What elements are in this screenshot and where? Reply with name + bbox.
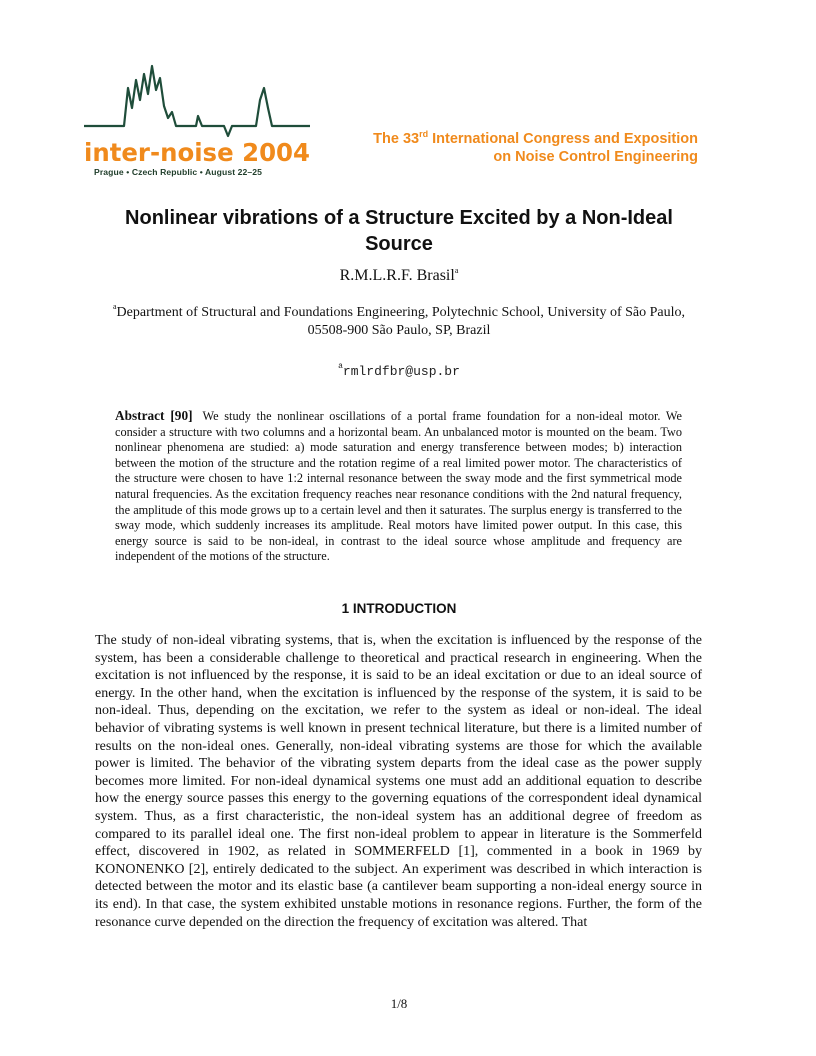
conference-line-1: The 33rd International Congress and Exposition — [373, 129, 698, 147]
logo-text: inter-noise 2004 — [84, 138, 310, 167]
inter-noise-logo — [80, 60, 320, 168]
conference-name — [373, 130, 698, 166]
affiliation: $^a$Department of Structural and Foundations Engineering, Polytechnic School, University of São Paulo, 05508-900 São Paulo, SP, Brazil — [112, 302, 686, 338]
conference-line-2: on Noise Control Engineering — [493, 149, 698, 165]
logo-subtitle: Prague • Czech Republic • August 22–25 — [94, 167, 263, 177]
paper-title: Nonlinear vibrations of a Structure Excited by a Non-Ideal Source — [125, 207, 673, 255]
abstract — [115, 408, 682, 565]
page-number: 1/8 — [390, 996, 408, 1011]
author-email: $^a$rmlrdfbr@usp.br — [338, 362, 460, 379]
author: R.M.L.R.F. Brasil$^a$ — [339, 266, 459, 284]
section-heading: 1 INTRODUCTION — [341, 601, 457, 616]
body-text: The study of non-ideal vibrating systems, that is, when the excitation is influenced by the response of the system, has been a considerable challenge to theoretical and practical research in engineering. When the excitation is not influenced by the response, it is said to be an ideal excitation or due to an ideal source of energy. In the other hand, when the excitation is influenced by the response of the system, it is said to be non-ideal. Thus, depending on the excitation, we refer to the system as ideal or non-ideal. The ideal behavior of vibrating systems is well known in present technical literature, but there is a limited number of results on the non-ideal ones. Generally, non-ideal vibrating systems are those for which the available power is limited. The behavior of the vibrating system departs from the ideal case as the power supply becomes more limited. For non-ideal dynamical systems one must add an additional equation to describe how the energy source passes this energy to the governing equations of the correspondent ideal dynamical system. Thus, as a first characteristic, the non-ideal system has an additional degree of freedom as compared to its parallel ideal one. The first non-ideal problem to appear in literature is the Sommerfeld effect, discovered in 1902, as related in SOMMERFELD [1], commented in a book in 1969 by KONONENKO [2], entirely dedicated to the subject. An experiment was described in which interaction is detected between the motor and its elastic base (a cantilever beam supporting a non-ideal energy source in its end). In that case, the system exhibited unstable motions in resonance regions. Further, the form of the resonance curve depended on the direction the frequency of excitation was altered. That — [95, 633, 702, 930]
abstract-label: Abstract [90] — [115, 408, 193, 423]
abstract-text: We study the nonlinear oscillations of a portal frame foundation for a non-ideal motor. We consider a structure with two columns and a horizontal beam. An unbalanced motor is mounted on the beam. Two nonlinear phenomena are studied: a) mode saturation and energy transference between modes; b) interaction between the motion of the structure and the rotation regime of a real limited power motor. The characteristics of the structure were chosen to have 1:2 internal resonance between the sway mode and the first symmetrical mode natural frequencies. As the excitation frequency reaches near resonance conditions with the 2nd natural frequency, the amplitude of this mode grows up to a certain level and then it saturates. The surplus energy is transferred to the sway mode, which suddenly increases its amplitude. Real motors have limited power output. In this case, this energy source is said to be non-ideal, in contrast to the ideal source whose amplitude and frequency are independent of the motions of the structure. — [115, 409, 682, 564]
